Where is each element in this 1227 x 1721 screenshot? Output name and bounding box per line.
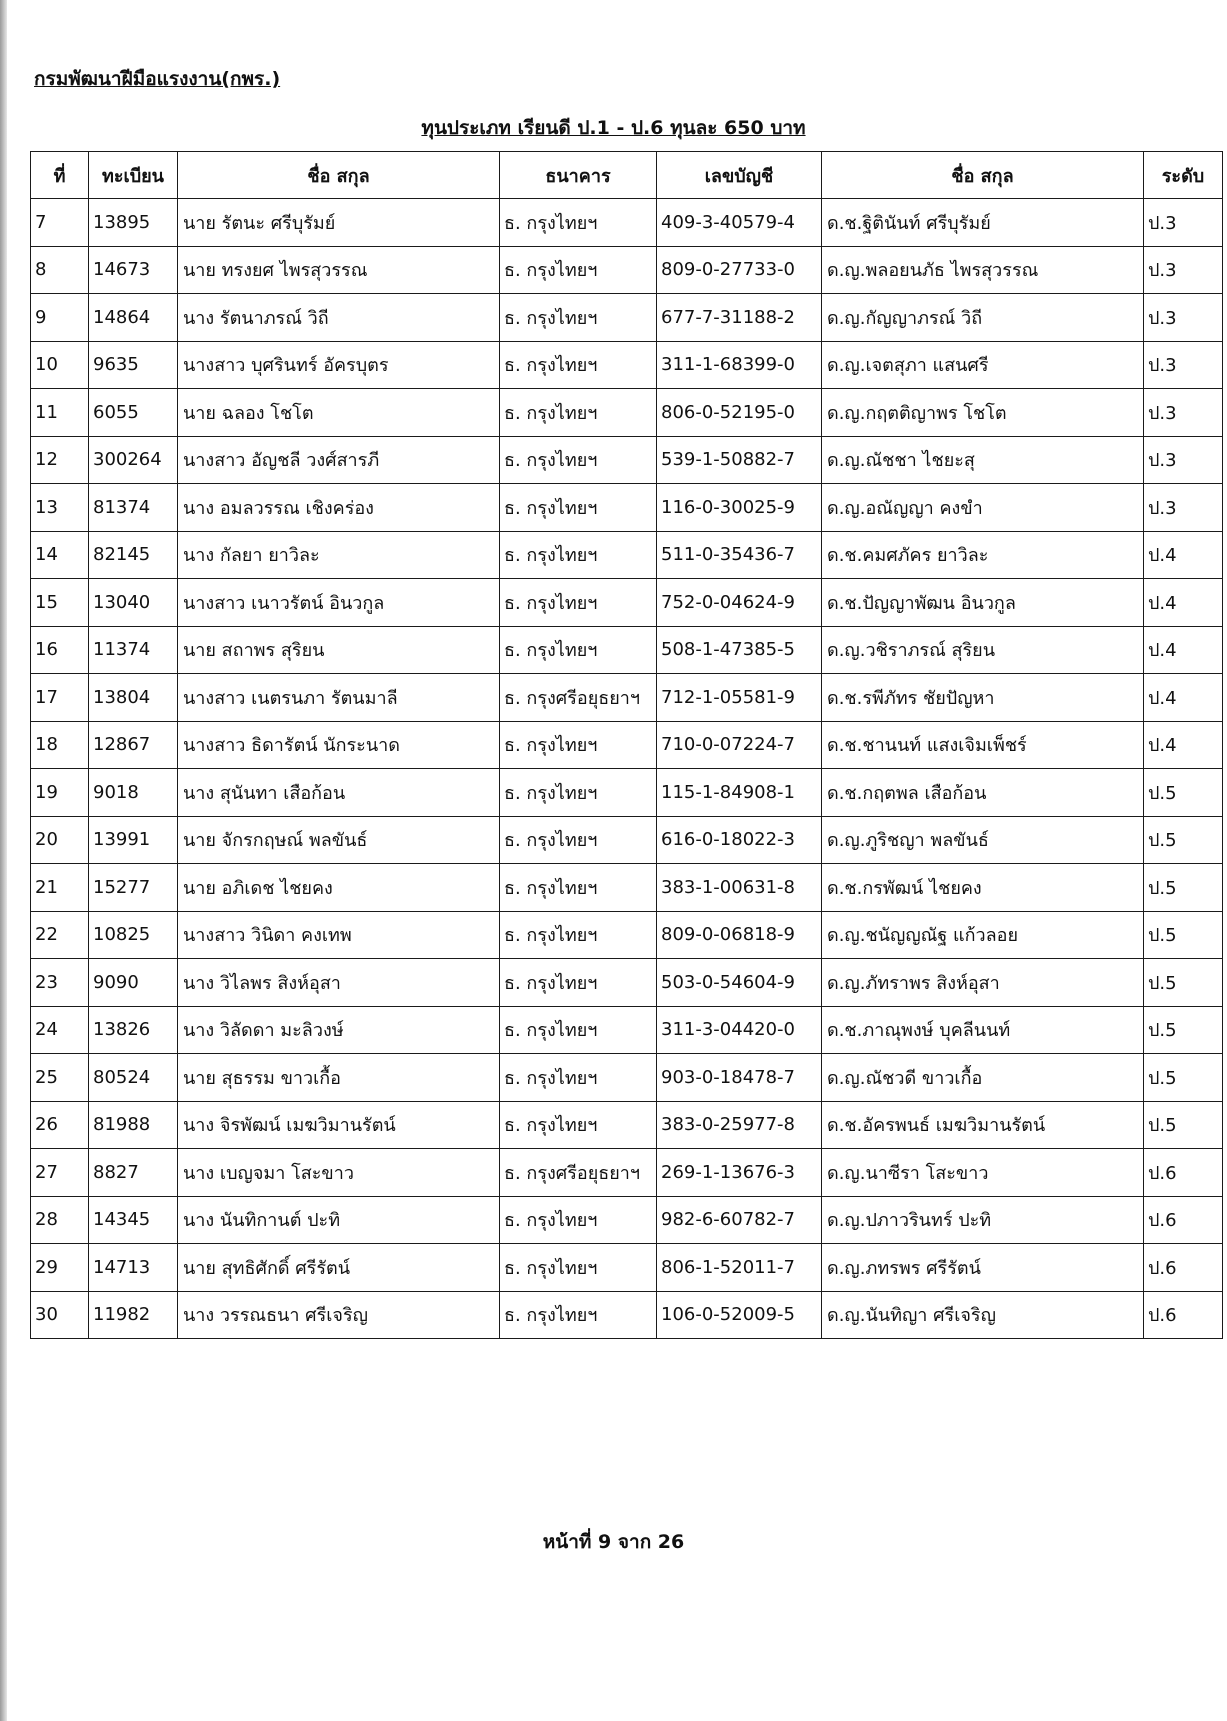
cell-registration: 14864 [89, 294, 178, 342]
cell-bank: ธ. กรุงไทยฯ [500, 721, 657, 769]
cell-account: 409-3-40579-4 [657, 199, 822, 247]
table-row [31, 816, 1223, 864]
table-row [31, 294, 1223, 342]
cell-registration: 10825 [89, 911, 178, 959]
table-row [31, 341, 1223, 389]
cell-no: 25 [31, 1054, 89, 1102]
cell-no: 10 [31, 341, 89, 389]
cell-level: ป.6 [1144, 1244, 1223, 1292]
cell-registration: 9018 [89, 769, 178, 817]
cell-child-name: ด.ญ.ภูริชญา พลขันธ์ [822, 816, 1144, 864]
cell-bank: ธ. กรุงไทยฯ [500, 1006, 657, 1054]
cell-level: ป.5 [1144, 816, 1223, 864]
cell-no: 21 [31, 864, 89, 912]
col-header-account: เลขบัญชี [657, 152, 822, 199]
cell-account: 383-0-25977-8 [657, 1101, 822, 1149]
table-row [31, 1054, 1223, 1102]
cell-parent-name: นาง นันทิกานต์ ปะทิ [178, 1196, 500, 1244]
cell-child-name: ด.ญ.วชิราภรณ์ สุริยน [822, 626, 1144, 674]
cell-child-name: ด.ญ.อณัญญา คงขำ [822, 484, 1144, 532]
cell-account: 116-0-30025-9 [657, 484, 822, 532]
cell-level: ป.3 [1144, 199, 1223, 247]
table-row [31, 674, 1223, 722]
cell-level: ป.3 [1144, 484, 1223, 532]
table-row [31, 1101, 1223, 1149]
cell-registration: 80524 [89, 1054, 178, 1102]
cell-level: ป.5 [1144, 959, 1223, 1007]
cell-account: 809-0-27733-0 [657, 246, 822, 294]
cell-parent-name: นาย สุทธิศักดิ์ ศรีรัตน์ [178, 1244, 500, 1292]
cell-registration: 13826 [89, 1006, 178, 1054]
col-header-registration: ทะเบียน [89, 152, 178, 199]
cell-account: 806-1-52011-7 [657, 1244, 822, 1292]
cell-registration: 12867 [89, 721, 178, 769]
cell-level: ป.5 [1144, 1101, 1223, 1149]
cell-no: 29 [31, 1244, 89, 1292]
cell-no: 22 [31, 911, 89, 959]
cell-bank: ธ. กรุงไทยฯ [500, 246, 657, 294]
cell-registration: 14673 [89, 246, 178, 294]
cell-parent-name: นาง อมลวรรณ เชิงคร่อง [178, 484, 500, 532]
cell-account: 269-1-13676-3 [657, 1149, 822, 1197]
table-row [31, 389, 1223, 437]
cell-bank: ธ. กรุงไทยฯ [500, 389, 657, 437]
cell-child-name: ด.ญ.กฤตติญาพร โชโต [822, 389, 1144, 437]
cell-parent-name: นาย ฉลอง โชโต [178, 389, 500, 437]
table-row [31, 1149, 1223, 1197]
cell-no: 13 [31, 484, 89, 532]
cell-no: 9 [31, 294, 89, 342]
cell-bank: ธ. กรุงไทยฯ [500, 816, 657, 864]
cell-level: ป.5 [1144, 769, 1223, 817]
scholarship-table [30, 151, 1223, 1339]
cell-account: 712-1-05581-9 [657, 674, 822, 722]
cell-account: 508-1-47385-5 [657, 626, 822, 674]
cell-child-name: ด.ช.ฐิตินันท์ ศรีบุรัมย์ [822, 199, 1144, 247]
cell-parent-name: นาย สถาพร สุริยน [178, 626, 500, 674]
cell-registration: 9635 [89, 341, 178, 389]
cell-bank: ธ. กรุงไทยฯ [500, 579, 657, 627]
cell-child-name: ด.ญ.เจตสุภา แสนศรี [822, 341, 1144, 389]
cell-parent-name: นาย ทรงยศ ไพรสุวรรณ [178, 246, 500, 294]
cell-registration: 82145 [89, 531, 178, 579]
cell-parent-name: นาย สุธรรม ขาวเกื้อ [178, 1054, 500, 1102]
cell-level: ป.6 [1144, 1196, 1223, 1244]
cell-no: 26 [31, 1101, 89, 1149]
cell-no: 14 [31, 531, 89, 579]
cell-registration: 13895 [89, 199, 178, 247]
cell-parent-name: นาง กัลยา ยาวิละ [178, 531, 500, 579]
cell-no: 17 [31, 674, 89, 722]
table-row [31, 769, 1223, 817]
cell-parent-name: นาย อภิเดช ไชยคง [178, 864, 500, 912]
table-row [31, 1244, 1223, 1292]
cell-no: 7 [31, 199, 89, 247]
cell-bank: ธ. กรุงไทยฯ [500, 294, 657, 342]
table-row [31, 1196, 1223, 1244]
cell-child-name: ด.ญ.ภัทราพร สิงห์อุสา [822, 959, 1144, 1007]
cell-no: 19 [31, 769, 89, 817]
cell-level: ป.3 [1144, 341, 1223, 389]
scan-edge-shadow [0, 0, 7, 1721]
cell-no: 8 [31, 246, 89, 294]
table-row [31, 246, 1223, 294]
cell-level: ป.3 [1144, 294, 1223, 342]
cell-parent-name: นาย จักรกฤษณ์ พลขันธ์ [178, 816, 500, 864]
cell-bank: ธ. กรุงไทยฯ [500, 436, 657, 484]
cell-bank: ธ. กรุงศรีอยุธยาฯ [500, 1149, 657, 1197]
cell-level: ป.6 [1144, 1149, 1223, 1197]
cell-account: 511-0-35436-7 [657, 531, 822, 579]
cell-parent-name: นางสาว เนาวรัตน์ อินวกูล [178, 579, 500, 627]
col-header-level: ระดับ [1144, 152, 1223, 199]
cell-level: ป.4 [1144, 531, 1223, 579]
cell-bank: ธ. กรุงไทยฯ [500, 531, 657, 579]
cell-registration: 11374 [89, 626, 178, 674]
cell-no: 15 [31, 579, 89, 627]
cell-bank: ธ. กรุงไทยฯ [500, 626, 657, 674]
cell-child-name: ด.ญ.นาซีรา โสะขาว [822, 1149, 1144, 1197]
cell-level: ป.4 [1144, 674, 1223, 722]
cell-parent-name: นาง วรรณธนา ศรีเจริญ [178, 1291, 500, 1339]
cell-level: ป.3 [1144, 436, 1223, 484]
table-row [31, 911, 1223, 959]
cell-bank: ธ. กรุงไทยฯ [500, 769, 657, 817]
cell-registration: 14713 [89, 1244, 178, 1292]
cell-account: 106-0-52009-5 [657, 1291, 822, 1339]
cell-registration: 9090 [89, 959, 178, 1007]
cell-registration: 11982 [89, 1291, 178, 1339]
cell-level: ป.5 [1144, 1006, 1223, 1054]
cell-no: 11 [31, 389, 89, 437]
cell-account: 311-3-04420-0 [657, 1006, 822, 1054]
cell-child-name: ด.ญ.ณัชชา ไชยะสุ [822, 436, 1144, 484]
cell-registration: 81374 [89, 484, 178, 532]
cell-parent-name: นางสาว บุศรินทร์ อัครบุตร [178, 341, 500, 389]
cell-level: ป.5 [1144, 864, 1223, 912]
cell-child-name: ด.ญ.ปภาวรินทร์ ปะทิ [822, 1196, 1144, 1244]
cell-registration: 13804 [89, 674, 178, 722]
cell-registration: 15277 [89, 864, 178, 912]
table-row [31, 579, 1223, 627]
cell-no: 28 [31, 1196, 89, 1244]
cell-registration: 13040 [89, 579, 178, 627]
cell-bank: ธ. กรุงไทยฯ [500, 199, 657, 247]
cell-no: 12 [31, 436, 89, 484]
cell-bank: ธ. กรุงไทยฯ [500, 1196, 657, 1244]
cell-child-name: ด.ช.คมศภัคร ยาวิละ [822, 531, 1144, 579]
cell-account: 616-0-18022-3 [657, 816, 822, 864]
cell-bank: ธ. กรุงไทยฯ [500, 1054, 657, 1102]
cell-no: 16 [31, 626, 89, 674]
cell-bank: ธ. กรุงไทยฯ [500, 1291, 657, 1339]
cell-parent-name: นาง รัตนาภรณ์ วิถี [178, 294, 500, 342]
table-row [31, 199, 1223, 247]
cell-parent-name: นาง สุนันทา เสือก้อน [178, 769, 500, 817]
cell-child-name: ด.ญ.ชนัญญณัฐ แก้วลอย [822, 911, 1144, 959]
cell-bank: ธ. กรุงไทยฯ [500, 911, 657, 959]
cell-bank: ธ. กรุงศรีอยุธยาฯ [500, 674, 657, 722]
cell-no: 27 [31, 1149, 89, 1197]
cell-parent-name: นาย รัตนะ ศรีบุรัมย์ [178, 199, 500, 247]
cell-child-name: ด.ช.ภาณุพงษ์ บุคลีนนท์ [822, 1006, 1144, 1054]
table-row [31, 531, 1223, 579]
cell-level: ป.3 [1144, 246, 1223, 294]
cell-parent-name: นาง วิไลพร สิงห์อุสา [178, 959, 500, 1007]
cell-bank: ธ. กรุงไทยฯ [500, 341, 657, 389]
cell-registration: 6055 [89, 389, 178, 437]
col-header-bank: ธนาคาร [500, 152, 657, 199]
cell-account: 806-0-52195-0 [657, 389, 822, 437]
cell-level: ป.5 [1144, 1054, 1223, 1102]
document-subtitle: ทุนประเภท เรียนดี ป.1 - ป.6 ทุนละ 650 บาท [421, 117, 806, 139]
cell-registration: 13991 [89, 816, 178, 864]
cell-bank: ธ. กรุงไทยฯ [500, 864, 657, 912]
col-header-child-name: ชื่อ สกุล [822, 152, 1144, 199]
cell-child-name: ด.ญ.กัญญาภรณ์ วิถี [822, 294, 1144, 342]
cell-no: 20 [31, 816, 89, 864]
cell-child-name: ด.ญ.ภทรพร ศรีรัตน์ [822, 1244, 1144, 1292]
cell-child-name: ด.ช.อัครพนธ์ เมฆวิมานรัตน์ [822, 1101, 1144, 1149]
cell-level: ป.4 [1144, 626, 1223, 674]
table-row [31, 721, 1223, 769]
cell-child-name: ด.ช.กรพัฒน์ ไชยคง [822, 864, 1144, 912]
cell-account: 383-1-00631-8 [657, 864, 822, 912]
cell-account: 677-7-31188-2 [657, 294, 822, 342]
cell-parent-name: นางสาว ธิดารัตน์ นักระนาด [178, 721, 500, 769]
cell-level: ป.4 [1144, 579, 1223, 627]
cell-parent-name: นางสาว วินิดา คงเทพ [178, 911, 500, 959]
cell-parent-name: นาง จิรพัฒน์ เมฆวิมานรัตน์ [178, 1101, 500, 1149]
table-row [31, 959, 1223, 1007]
table-row [31, 484, 1223, 532]
cell-account: 903-0-18478-7 [657, 1054, 822, 1102]
cell-parent-name: นาง เบญจมา โสะขาว [178, 1149, 500, 1197]
cell-parent-name: นางสาว เนตรนภา รัตนมาลี [178, 674, 500, 722]
cell-registration: 81988 [89, 1101, 178, 1149]
table-row [31, 1291, 1223, 1339]
cell-child-name: ด.ญ.นันทิญา ศรีเจริญ [822, 1291, 1144, 1339]
cell-child-name: ด.ญ.พลอยนภัธ ไพรสุวรรณ [822, 246, 1144, 294]
cell-registration: 300264 [89, 436, 178, 484]
cell-parent-name: นาง วิลัดดา มะลิวงษ์ [178, 1006, 500, 1054]
cell-child-name: ด.ช.รพีภัทร ชัยปัญหา [822, 674, 1144, 722]
organization-name: กรมพัฒนาฝีมือแรงงาน(กพร.) [34, 68, 281, 90]
cell-no: 30 [31, 1291, 89, 1339]
cell-bank: ธ. กรุงไทยฯ [500, 1244, 657, 1292]
cell-bank: ธ. กรุงไทยฯ [500, 1101, 657, 1149]
cell-parent-name: นางสาว อัญชลี วงศ์สารภี [178, 436, 500, 484]
cell-account: 982-6-60782-7 [657, 1196, 822, 1244]
cell-account: 311-1-68399-0 [657, 341, 822, 389]
cell-child-name: ด.ญ.ณัชวดี ขาวเกื้อ [822, 1054, 1144, 1102]
cell-registration: 8827 [89, 1149, 178, 1197]
cell-child-name: ด.ช.ชานนท์ แสงเจิมเพ็ชร์ [822, 721, 1144, 769]
cell-child-name: ด.ช.กฤตพล เสือก้อน [822, 769, 1144, 817]
col-header-no: ที่ [31, 152, 89, 199]
cell-bank: ธ. กรุงไทยฯ [500, 484, 657, 532]
table-header-row [31, 152, 1223, 199]
table-row [31, 1006, 1223, 1054]
cell-account: 503-0-54604-9 [657, 959, 822, 1007]
cell-child-name: ด.ช.ปัญญาพัฒน อินวกูล [822, 579, 1144, 627]
cell-account: 115-1-84908-1 [657, 769, 822, 817]
cell-account: 710-0-07224-7 [657, 721, 822, 769]
cell-level: ป.4 [1144, 721, 1223, 769]
cell-level: ป.5 [1144, 911, 1223, 959]
cell-account: 752-0-04624-9 [657, 579, 822, 627]
col-header-parent-name: ชื่อ สกุล [178, 152, 500, 199]
cell-registration: 14345 [89, 1196, 178, 1244]
cell-no: 24 [31, 1006, 89, 1054]
table-row [31, 436, 1223, 484]
cell-level: ป.6 [1144, 1291, 1223, 1339]
cell-no: 18 [31, 721, 89, 769]
cell-bank: ธ. กรุงไทยฯ [500, 959, 657, 1007]
cell-level: ป.3 [1144, 389, 1223, 437]
cell-account: 539-1-50882-7 [657, 436, 822, 484]
table-row [31, 864, 1223, 912]
table-row [31, 626, 1223, 674]
page-number: หน้าที่ 9 จาก 26 [542, 1531, 685, 1553]
cell-account: 809-0-06818-9 [657, 911, 822, 959]
cell-no: 23 [31, 959, 89, 1007]
